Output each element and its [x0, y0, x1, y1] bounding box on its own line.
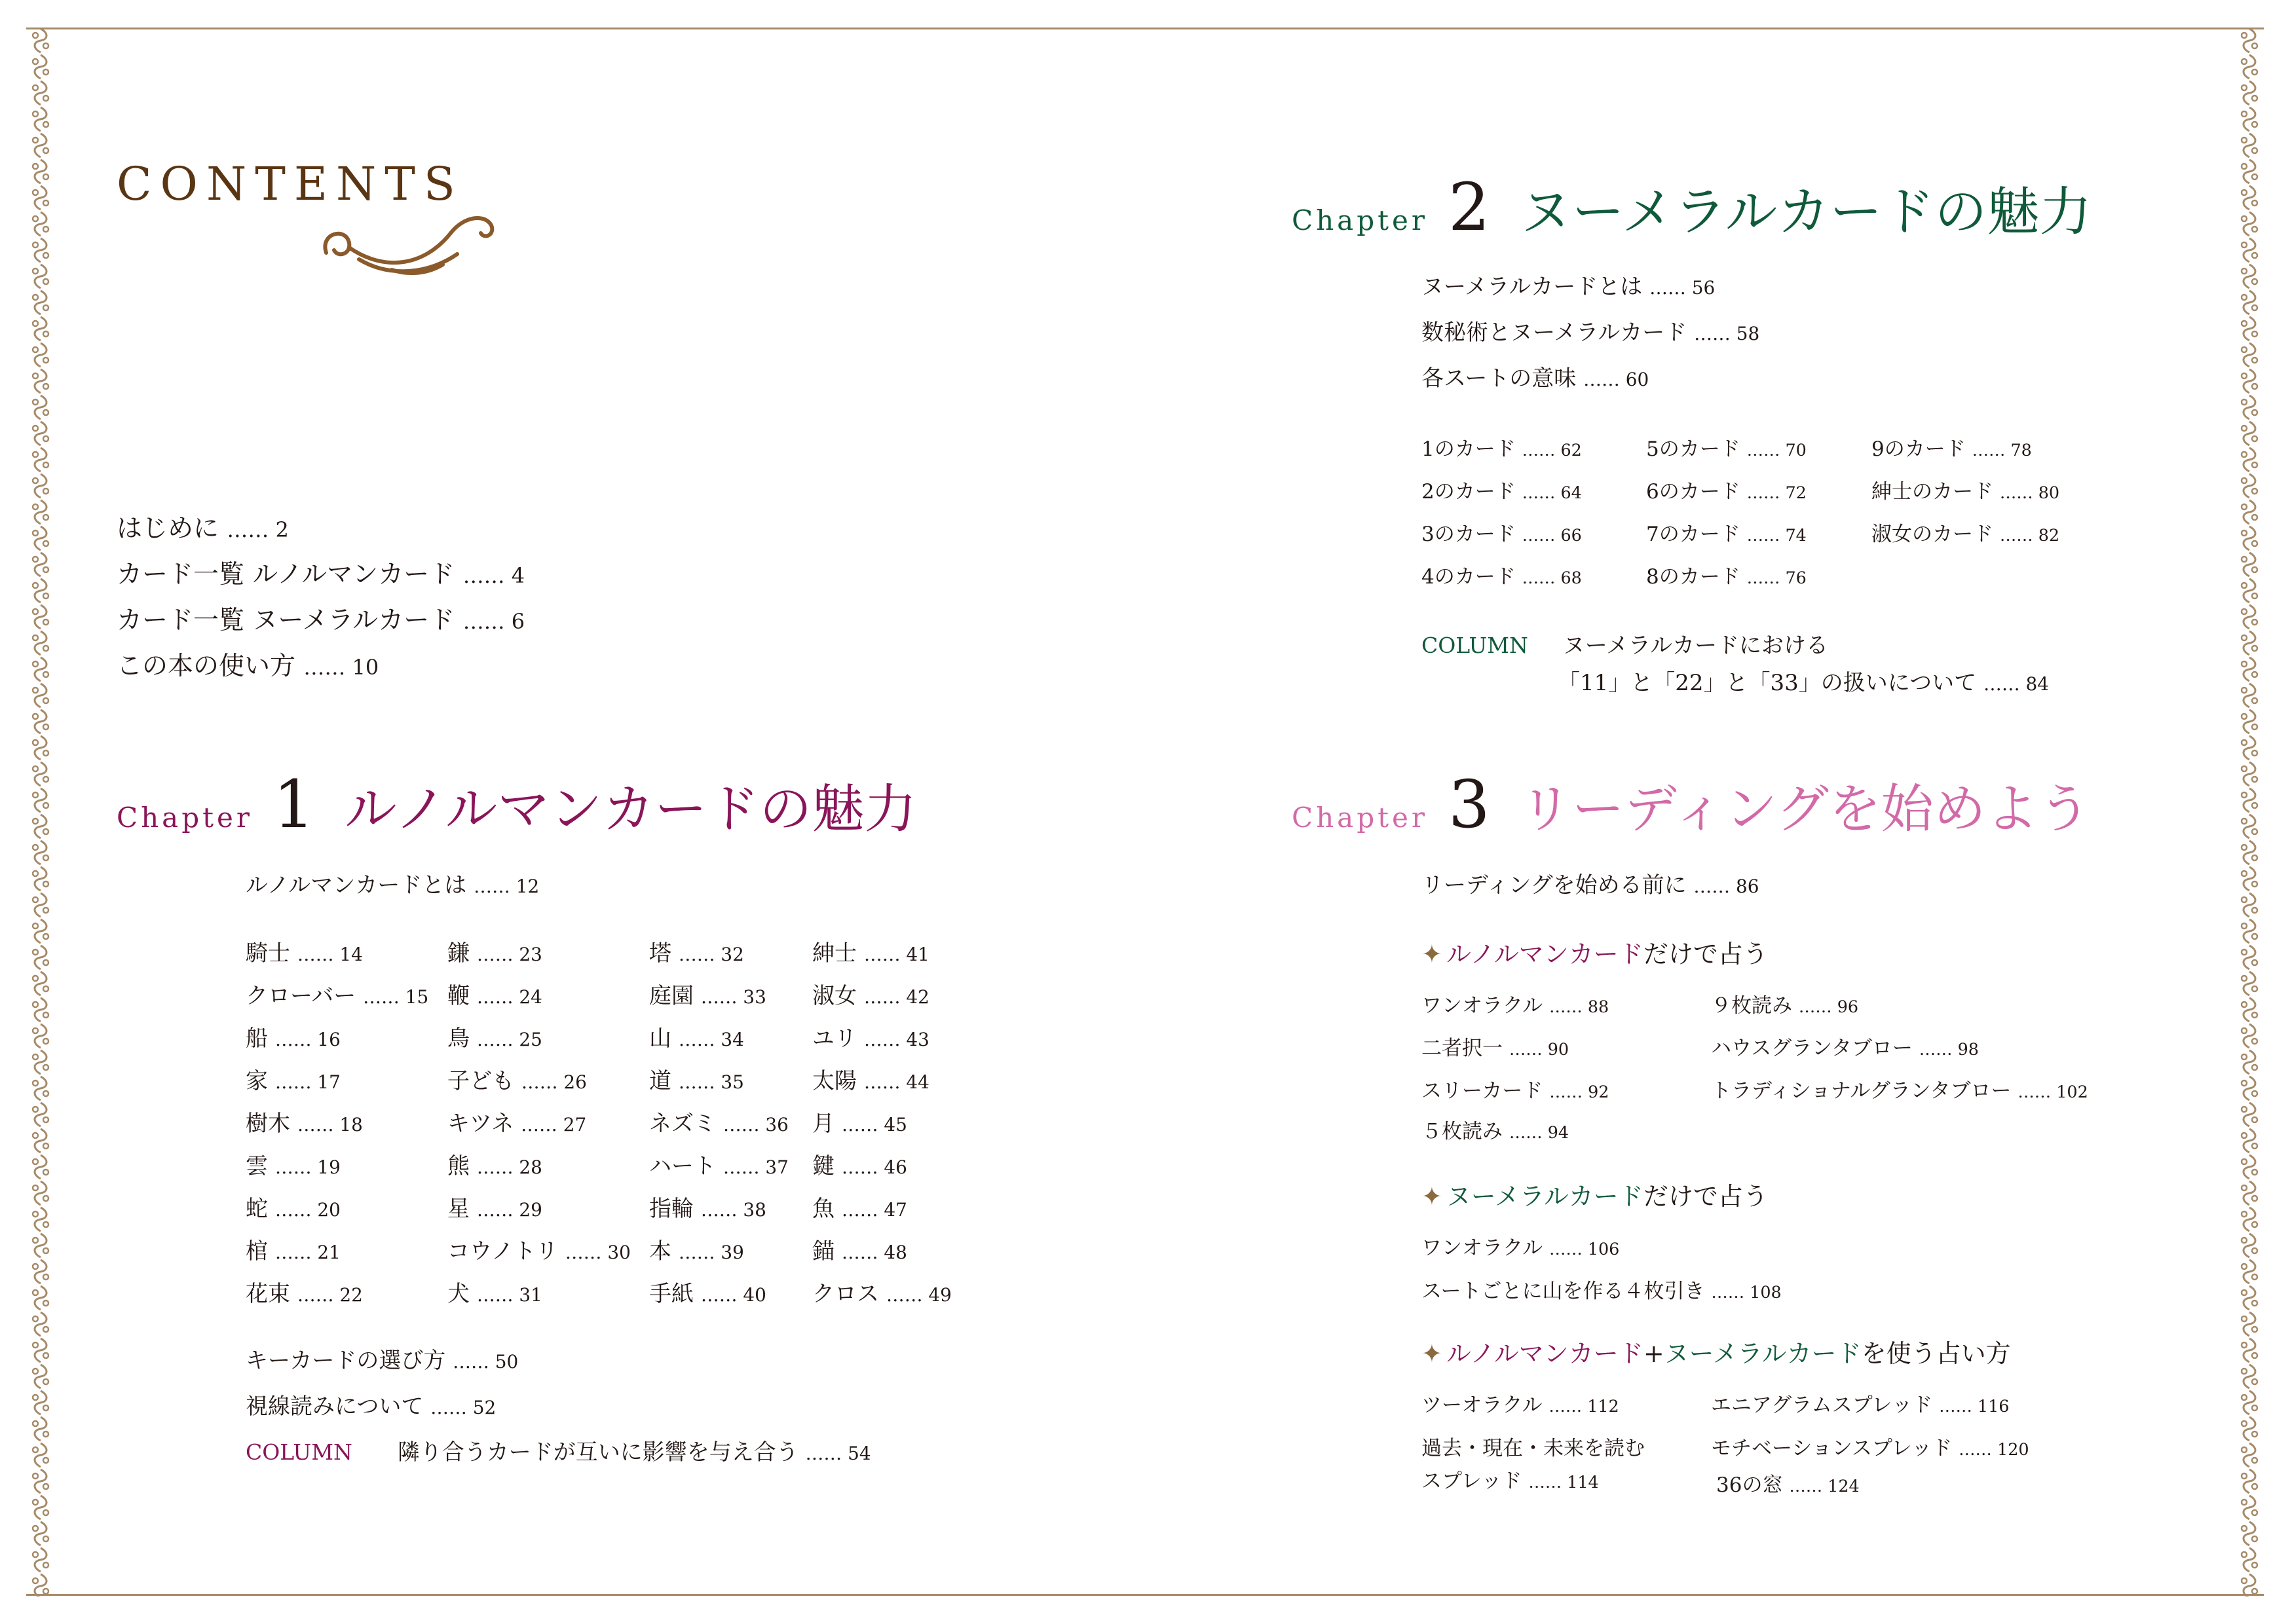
toc-entry[interactable]: 5のカード …… 70 [1646, 437, 1807, 461]
toc-entry[interactable]: ツーオラクル …… 112 [1421, 1393, 1619, 1417]
frame-bottom-line [26, 1594, 2264, 1596]
toc-entry[interactable]: 塔 …… 32 [649, 940, 744, 967]
chapter-title: ヌーメラルカードの魅力 [1519, 181, 2092, 242]
chapter-word: Chapter [1292, 802, 1428, 834]
section-heading: ✦ ヌーメラルカードだけで占う [1421, 1182, 1768, 1211]
toc-entry[interactable]: 3のカード …… 66 [1421, 523, 1582, 546]
toc-column-entry[interactable]: COLUMN ヌーメラルカードにおける [1421, 633, 1828, 659]
toc-entry[interactable]: ワンオラクル …… 106 [1421, 1236, 1620, 1260]
chapter1-heading[interactable] [117, 766, 916, 843]
diamond-icon: ✦ [1421, 940, 1442, 969]
toc-entry[interactable]: 2のカード …… 64 [1421, 480, 1582, 504]
toc-entry[interactable]: 視線読みについて …… 52 [246, 1393, 497, 1420]
chapter-number: 1 [273, 766, 315, 843]
toc-entry[interactable]: 道 …… 35 [649, 1068, 744, 1094]
toc-entry[interactable]: 錨 …… 48 [812, 1238, 907, 1264]
toc-entry[interactable]: 各スートの意味 …… 60 [1421, 365, 1649, 392]
toc-entry[interactable]: 樹木 …… 18 [246, 1111, 363, 1137]
toc-entry[interactable]: この本の使い方 …… 10 [117, 652, 379, 681]
toc-entry[interactable]: 魚 …… 47 [812, 1196, 907, 1222]
toc-entry[interactable]: 36の窓 …… 124 [1716, 1473, 1860, 1497]
toc-entry[interactable]: 鞭 …… 24 [447, 983, 542, 1009]
toc-entry[interactable]: 星 …… 29 [447, 1196, 542, 1222]
toc-entry[interactable]: 庭園 …… 33 [649, 983, 766, 1009]
toc-entry[interactable]: 9のカード …… 78 [1871, 437, 2032, 461]
toc-entry[interactable]: ハート …… 37 [649, 1153, 789, 1179]
toc-entry[interactable]: 子ども …… 26 [447, 1068, 587, 1094]
toc-entry[interactable]: スプレッド …… 114 [1421, 1469, 1599, 1493]
toc-entry[interactable]: 犬 …… 31 [447, 1281, 542, 1307]
toc-entry[interactable]: 二者択一 …… 90 [1421, 1037, 1569, 1060]
toc-entry[interactable]: リーディングを始める前に …… 86 [1421, 872, 1759, 898]
toc-entry[interactable]: 花束 …… 22 [246, 1281, 363, 1307]
toc-column-entry-line2[interactable]: 「11」と「22」と「33」の扱いについて …… 84 [1558, 670, 2050, 696]
toc-entry[interactable]: 6のカード …… 72 [1646, 480, 1807, 504]
column-label: COLUMN [246, 1439, 352, 1465]
toc-entry[interactable]: 鎌 …… 23 [447, 940, 542, 967]
toc-entry[interactable]: ルノルマンカードとは …… 12 [246, 872, 540, 898]
toc-entry[interactable]: 雲 …… 19 [246, 1153, 341, 1179]
toc-entry[interactable]: ネズミ …… 36 [649, 1111, 789, 1137]
toc-entry[interactable]: 家 …… 17 [246, 1068, 341, 1094]
toc-entry[interactable]: 数秘術とヌーメラルカード …… 58 [1421, 320, 1760, 346]
chapter-number: 3 [1448, 766, 1490, 843]
toc-entry[interactable]: 本 …… 39 [649, 1238, 744, 1264]
toc-entry[interactable]: キツネ …… 27 [447, 1111, 587, 1137]
ornamental-border-right [2236, 28, 2262, 1596]
toc-entry[interactable]: 山 …… 34 [649, 1025, 744, 1052]
toc-entry[interactable]: スートごとに山を作る４枚引き …… 108 [1421, 1280, 1782, 1303]
toc-entry[interactable]: 指輪 …… 38 [649, 1196, 766, 1222]
toc-entry[interactable]: トラディショナルグランタブロー …… 102 [1711, 1079, 2088, 1103]
toc-entry[interactable]: 熊 …… 28 [447, 1153, 542, 1179]
toc-entry[interactable]: 8のカード …… 76 [1646, 565, 1807, 589]
toc-entry[interactable]: 蛇 …… 20 [246, 1196, 341, 1222]
chapter-number: 2 [1448, 169, 1490, 246]
toc-entry[interactable]: 騎士 …… 14 [246, 940, 363, 967]
section-heading: ✦ ルノルマンカードだけで占う [1421, 940, 1768, 969]
toc-entry[interactable]: ハウスグランタブロー …… 98 [1711, 1037, 1979, 1060]
toc-entry[interactable]: カード一覧 ルノルマンカード …… 4 [117, 560, 525, 589]
diamond-icon: ✦ [1421, 1182, 1442, 1211]
chapter-title: ルノルマンカードの魅力 [344, 779, 917, 840]
toc-entry[interactable]: キーカードの選び方 …… 50 [246, 1348, 519, 1374]
toc-entry[interactable]: 4のカード …… 68 [1421, 565, 1582, 589]
ornamental-border-left [28, 28, 54, 1596]
toc-entry[interactable]: 手紙 …… 40 [649, 1281, 766, 1307]
toc-entry[interactable]: 太陽 …… 44 [812, 1068, 929, 1094]
frame-top-line [26, 28, 2264, 29]
chapter-title: リーディングを始めよう [1519, 779, 2091, 840]
toc-entry[interactable]: 船 …… 16 [246, 1025, 341, 1052]
toc-entry[interactable]: 鳥 …… 25 [447, 1025, 542, 1052]
toc-entry[interactable]: 過去・現在・未来を読む [1421, 1437, 1645, 1460]
toc-entry[interactable]: 鍵 …… 46 [812, 1153, 907, 1179]
chapter3-heading[interactable] [1292, 766, 2091, 843]
toc-entry[interactable]: クロス …… 49 [812, 1281, 952, 1307]
toc-entry[interactable]: ヌーメラルカードとは …… 56 [1421, 274, 1716, 300]
toc-entry[interactable]: ５枚読み …… 94 [1421, 1120, 1569, 1143]
toc-entry[interactable]: 7のカード …… 74 [1646, 523, 1807, 546]
toc-entry[interactable]: モチベーションスプレッド …… 120 [1711, 1437, 2029, 1460]
toc-entry[interactable]: はじめに …… 2 [117, 514, 289, 544]
toc-entry[interactable]: エニアグラムスプレッド …… 116 [1711, 1393, 2010, 1417]
toc-entry[interactable]: 月 …… 45 [812, 1111, 907, 1137]
diamond-icon: ✦ [1421, 1339, 1442, 1368]
toc-entry[interactable]: ワンオラクル …… 88 [1421, 994, 1609, 1018]
toc-entry[interactable]: 淑女 …… 42 [812, 983, 929, 1009]
chapter-word: Chapter [1292, 204, 1428, 236]
toc-entry[interactable]: 1のカード …… 62 [1421, 437, 1582, 461]
toc-entry[interactable]: 紳士 …… 41 [812, 940, 929, 967]
chapter-word: Chapter [117, 802, 253, 834]
toc-entry[interactable]: 紳士のカード …… 80 [1871, 480, 2060, 504]
column-label: COLUMN [1421, 633, 1528, 658]
toc-entry[interactable]: ９枚読み …… 96 [1711, 994, 1859, 1018]
toc-entry[interactable]: コウノトリ …… 30 [447, 1238, 631, 1264]
contents-title: CONTENTS [117, 157, 464, 211]
toc-entry[interactable]: スリーカード …… 92 [1421, 1079, 1609, 1103]
flourish-ornament [313, 207, 507, 286]
toc-entry[interactable]: 淑女のカード …… 82 [1871, 523, 2060, 546]
section-heading: ✦ ルノルマンカード+ヌーメラルカードを使う占い方 [1421, 1339, 2011, 1368]
toc-column-entry[interactable]: COLUMN 隣り合うカードが互いに影響を与え合う …… 54 [246, 1439, 871, 1466]
toc-entry[interactable]: ユリ …… 43 [812, 1025, 929, 1052]
toc-entry[interactable]: 棺 …… 21 [246, 1238, 341, 1264]
toc-entry[interactable]: クローバー …… 15 [246, 983, 429, 1009]
chapter2-heading[interactable] [1292, 169, 2092, 246]
toc-entry[interactable]: カード一覧 ヌーメラルカード …… 6 [117, 606, 525, 635]
